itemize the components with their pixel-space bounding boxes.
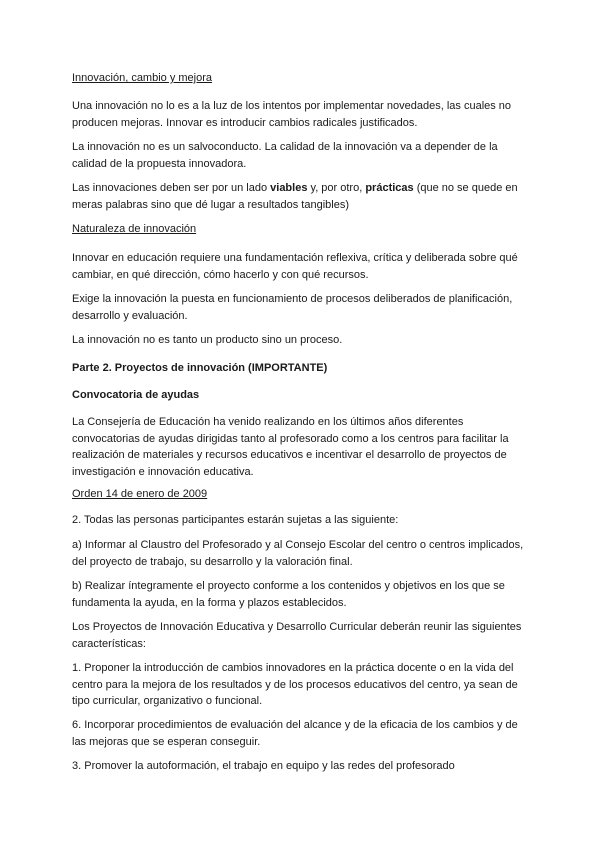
paragraph-viables-practicas — [72, 180, 534, 213]
list-item-b: b) Realizar íntegramente el proyecto conforme a los contenidos y objetivos en los que se fundamenta la ayuda, en la forma y plazos establecidos. — [72, 580, 505, 609]
text-segment: y, por otro, — [307, 182, 366, 194]
text-segment: (que no se quede en meras palabras sino que dé lugar a resultados tangibles) — [72, 182, 518, 211]
paragraph-proceso: La innovación no es tanto un producto sino un proceso. — [72, 334, 343, 346]
paragraph-consejeria: La Consejería de Educación ha venido realizando en los últimos años diferentes convocatorias de ayudas dirigidas tanto al profesorado como a los centros para facilitar la realización de materiales y recursos educativos e incentivar el desarrollo de proyectos de investigación e innovación educativa. — [72, 416, 509, 478]
list-item-6: 6. Incorporar procedimientos de evaluación del alcance y de la eficacia de los cambios y de las mejoras que se esperan conseguir. — [72, 719, 518, 748]
paragraph-salvoconducto: La innovación no es un salvoconducto. La calidad de la innovación va a depender de la calidad de la propuesta innovadora. — [72, 141, 498, 170]
section-heading-orden: Orden 14 de enero de 2009 — [72, 488, 208, 500]
section-heading-naturaleza: Naturaleza de innovación — [72, 223, 197, 235]
paragraph-innovar-educacion: Innovar en educación requiere una fundamentación reflexiva, crítica y deliberada sobre qué cambiar, en qué dirección, cómo hacerlo y con qué recursos. — [72, 252, 518, 281]
section-heading-innovacion: Innovación, cambio y mejora — [72, 72, 213, 84]
section-heading-parte-2: Parte 2. Proyectos de innovación (IMPORTANTE) — [72, 362, 328, 374]
bold-term-practicas: prácticas — [365, 182, 414, 194]
section-heading-convocatoria: Convocatoria de ayudas — [72, 389, 200, 401]
list-item-3: 3. Promover la autoformación, el trabajo en equipo y las redes del profesorado — [72, 760, 455, 772]
list-item-1: 1. Proponer la introducción de cambios innovadores en la práctica docente o en la vida del centro para la mejora de los resultados y de los procesos educativos del centro, ya sean de tipo curricular, organizativo o funcional. — [72, 662, 518, 707]
bold-term-viables: viables — [270, 182, 308, 194]
paragraph-procesos-deliberados: Exige la innovación la puesta en funcionamiento de procesos deliberados de planificación, desarrollo y evaluación. — [72, 293, 513, 322]
paragraph-participantes: 2. Todas las personas participantes estarán sujetas a las siguiente: — [72, 514, 399, 526]
paragraph-innovacion-definicion: Una innovación no lo es a la luz de los intentos por implementar novedades, las cuales no producen mejoras. Innovar es introducir cambios radicales justificados. — [72, 100, 512, 129]
text-segment: Las innovaciones deben ser por un lado — [72, 182, 271, 194]
paragraph-proyectos-caracteristicas: Los Proyectos de Innovación Educativa y Desarrollo Curricular deberán reunir las siguientes características: — [72, 621, 522, 650]
list-item-a: a) Informar al Claustro del Profesorado y al Consejo Escolar del centro o centros implicados, del proyecto de trabajo, su desarrollo y la valoración final. — [72, 539, 524, 568]
